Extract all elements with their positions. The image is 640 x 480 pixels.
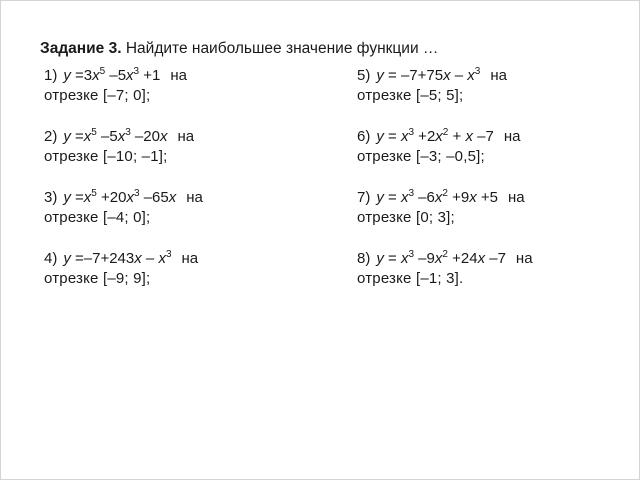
task-segment: отрезке [–9; 9];	[44, 270, 151, 287]
task-number: 5)	[357, 67, 371, 84]
task-formula-line	[44, 188, 334, 208]
task-title-bold: Задание 3.	[40, 40, 122, 57]
task-na-word: на	[170, 67, 188, 84]
task-formula: $y = -7+75x - x^3$	[376, 66, 481, 84]
task-na-word: на	[177, 128, 195, 145]
task-na-word: на	[490, 67, 507, 84]
task-number: 7)	[357, 189, 371, 206]
task-formula-line	[357, 188, 640, 208]
task-title-text: Найдите наибольшее значение функции …	[121, 40, 439, 57]
task-segment: отрезке [–7; 0];	[44, 87, 151, 104]
task-segment: отрезке [–1; 3].	[357, 270, 464, 287]
task-segment: отрезке [0; 3];	[357, 209, 455, 226]
task-number: 1)	[44, 67, 58, 84]
task-number: 8)	[357, 250, 371, 267]
task-formula-line	[357, 66, 640, 86]
task-formula: $y = x^3$ $-9x^2 +24x$ –7	[376, 249, 506, 267]
task-formula: $y =x^5$ $-5x^3$ –20x	[63, 127, 168, 145]
task-number: 4)	[44, 250, 58, 267]
task-item	[44, 249, 334, 304]
task-title	[40, 40, 438, 58]
task-na-word: на	[181, 250, 199, 267]
task-formula-line	[357, 249, 640, 269]
task-na-word: на	[508, 189, 525, 206]
task-formula-line	[357, 127, 640, 147]
task-item	[357, 127, 640, 182]
tasks-column-left	[44, 60, 334, 304]
task-formula: $y = x^3$ $-6x^2 +9x +5$	[376, 188, 498, 206]
task-item	[44, 188, 334, 243]
task-formula-line	[44, 249, 334, 269]
task-item	[44, 127, 334, 182]
task-item	[357, 188, 640, 243]
task-formula-line	[44, 127, 334, 147]
tasks-column-right	[357, 60, 640, 304]
task-segment: отрезке [–5; 5];	[357, 87, 464, 104]
task-formula: $y = x^3 +2x^2 + x$ –7	[376, 127, 494, 145]
task-formula: $y =-7+243x - x^3$	[63, 249, 172, 267]
task-na-word: на	[503, 128, 521, 145]
task-na-word: на	[186, 189, 203, 206]
task-segment: отрезке [–3; –0,5];	[357, 148, 485, 165]
task-number: 6)	[357, 128, 371, 145]
task-segment: отрезке [–10; –1];	[44, 148, 168, 165]
task-formula: $y =x^5 +20x^3$ –65x	[63, 188, 177, 206]
task-segment: отрезке [–4; 0];	[44, 209, 151, 226]
task-na-word: на	[515, 250, 533, 267]
task-number: 2)	[44, 128, 58, 145]
task-item	[44, 66, 334, 121]
task-number: 3)	[44, 189, 58, 206]
task-item	[357, 66, 640, 121]
task-formula: $y =3x^5$ $-5x^3 +1$	[63, 66, 161, 84]
task-formula-line	[44, 66, 334, 86]
task-item	[357, 249, 640, 304]
